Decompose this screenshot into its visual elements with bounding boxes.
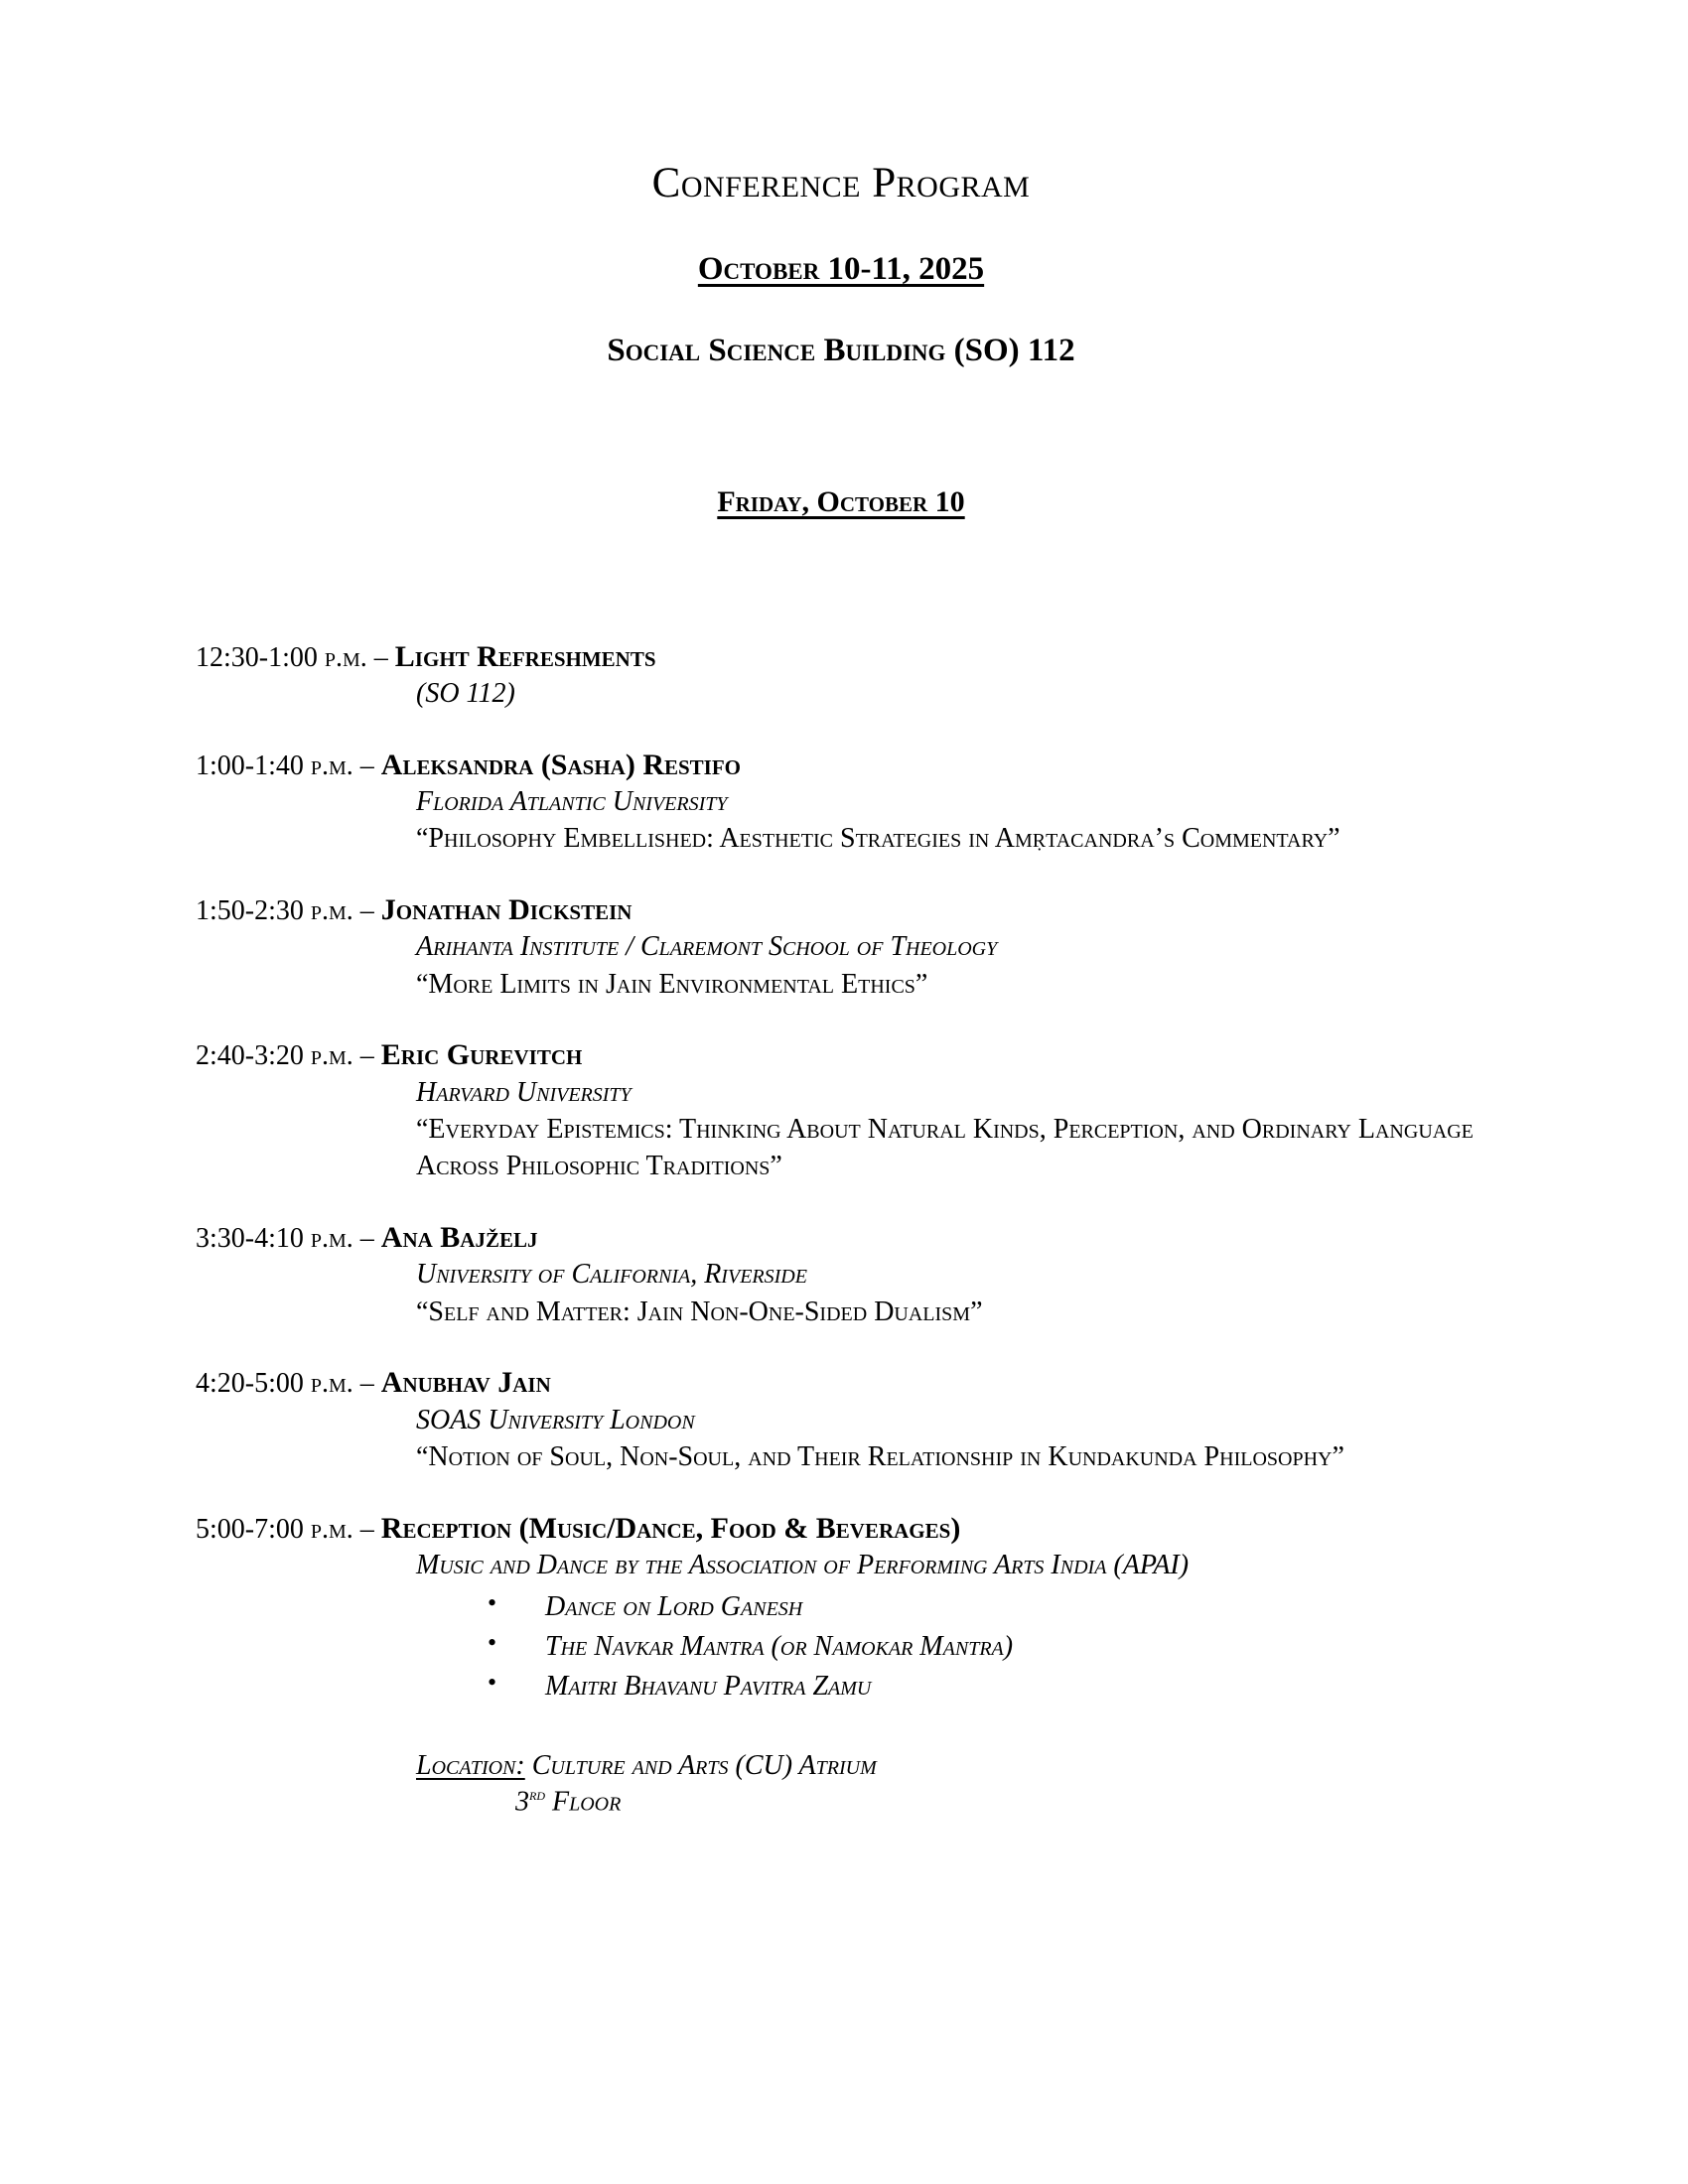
entry-room: (SO 112) <box>416 678 515 710</box>
reception-floor <box>416 1784 1486 1821</box>
list-item-label: The Navkar Mantra (or Namokar Mantra) <box>545 1631 1014 1663</box>
entry-body <box>416 676 1486 712</box>
reception-program-list <box>416 1587 1486 1706</box>
entry-dash: – <box>359 1513 374 1545</box>
entry-speaker-name: Eric Gurevitch <box>380 1038 583 1072</box>
schedule-entry <box>196 637 1486 713</box>
list-item-label: Dance on Lord Ganesh <box>545 1591 803 1623</box>
page-title: Conference Program <box>651 160 1031 206</box>
list-item-label: Maitri Bhavanu Pavitra Zamu <box>545 1670 872 1702</box>
entry-affiliation: SOAS University London <box>416 1404 695 1435</box>
entry-speaker-name: Light Refreshments <box>394 639 656 673</box>
reception-entry <box>196 1509 1486 1821</box>
entry-speaker-name: Aleksandra (Sasha) Restifo <box>380 748 742 781</box>
entry-speaker-name: Anubhav Jain <box>380 1366 551 1400</box>
entry-body <box>416 1257 1486 1330</box>
entry-time: 1:50-2:30 p.m. <box>196 894 353 926</box>
entry-paper-title: “More Limits in Jain Environmental Ethics” <box>416 968 928 1000</box>
day-heading-friday: Friday, October 10 <box>717 485 965 519</box>
entry-body <box>416 1403 1486 1476</box>
entry-time: 4:20-5:00 p.m. <box>196 1368 353 1400</box>
floor-word: Floor <box>552 1786 622 1818</box>
entry-header <box>196 1363 1486 1402</box>
entry-paper-title: “Everyday Epistemics: Thinking About Natural Kinds, Perception, and Ordinary Language Across Philosophic Traditions” <box>416 1113 1474 1182</box>
entry-dash: – <box>359 1040 374 1072</box>
reception-performer: Music and Dance by the Association of Performing Arts India (APAI) <box>416 1549 1190 1580</box>
entry-paper-title: “Philosophy Embellished: Aesthetic Strategies in Amṛtacandra’s Commentary” <box>416 823 1340 855</box>
entry-affiliation: Harvard University <box>416 1076 632 1108</box>
entry-body <box>416 1075 1486 1185</box>
entry-paper-title: “Self and Matter: Jain Non-One-Sided Dualism” <box>416 1296 983 1327</box>
entry-affiliation: Florida Atlantic University <box>416 785 728 817</box>
entry-speaker-name: Ana Bajželj <box>380 1221 538 1254</box>
reception-title: Reception (Music/Dance, Food & Beverages) <box>380 1511 961 1545</box>
entry-dash: – <box>359 1223 374 1254</box>
entry-speaker-name: Jonathan Dickstein <box>380 892 633 926</box>
entry-time: 5:00-7:00 p.m. <box>196 1513 353 1545</box>
entry-dash: – <box>359 894 374 926</box>
entry-paper-title: “Notion of Soul, Non-Soul, and Their Relationship in Kundakunda Philosophy” <box>416 1441 1344 1473</box>
entry-dash: – <box>359 750 374 781</box>
schedule-entry <box>196 1035 1486 1185</box>
location-label: Location: <box>416 1749 525 1781</box>
entry-affiliation: Arihanta Institute / Claremont School of Theology <box>416 931 998 963</box>
entry-header <box>196 1218 1486 1257</box>
entry-time: 3:30-4:10 p.m. <box>196 1223 353 1254</box>
entry-time: 2:40-3:20 p.m. <box>196 1040 353 1072</box>
reception-location-block <box>416 1748 1486 1821</box>
entry-body <box>416 929 1486 1003</box>
list-item <box>488 1667 1486 1706</box>
entry-header <box>196 1509 1486 1548</box>
entry-dash: – <box>373 641 388 673</box>
reception-location <box>416 1748 1486 1784</box>
bullet-icon: • <box>488 1667 497 1697</box>
conference-venue: Social Science Building (SO) 112 <box>607 333 1075 369</box>
floor-number: 3 <box>515 1786 529 1818</box>
entry-affiliation: University of California, Riverside <box>416 1259 807 1291</box>
entry-header <box>196 890 1486 929</box>
list-item <box>488 1627 1486 1667</box>
conference-date: October 10-11, 2025 <box>697 251 985 288</box>
schedule-entry <box>196 746 1486 858</box>
location-value: Culture and Arts (CU) Atrium <box>531 1749 877 1781</box>
schedule-entry <box>196 1218 1486 1330</box>
document-content <box>196 159 1486 1853</box>
entry-time: 12:30-1:00 p.m. <box>196 641 367 673</box>
entry-body <box>416 1548 1486 1821</box>
floor-ordinal-suffix: rd <box>529 1785 545 1805</box>
bullet-icon: • <box>488 1588 497 1618</box>
list-item <box>488 1587 1486 1627</box>
entry-header <box>196 637 1486 676</box>
entry-dash: – <box>359 1368 374 1400</box>
schedule-entry <box>196 1363 1486 1475</box>
entry-time: 1:00-1:40 p.m. <box>196 750 353 781</box>
entry-body <box>416 784 1486 858</box>
bullet-icon: • <box>488 1628 497 1658</box>
entry-header <box>196 746 1486 784</box>
schedule-entry <box>196 890 1486 1003</box>
entry-header <box>196 1035 1486 1074</box>
